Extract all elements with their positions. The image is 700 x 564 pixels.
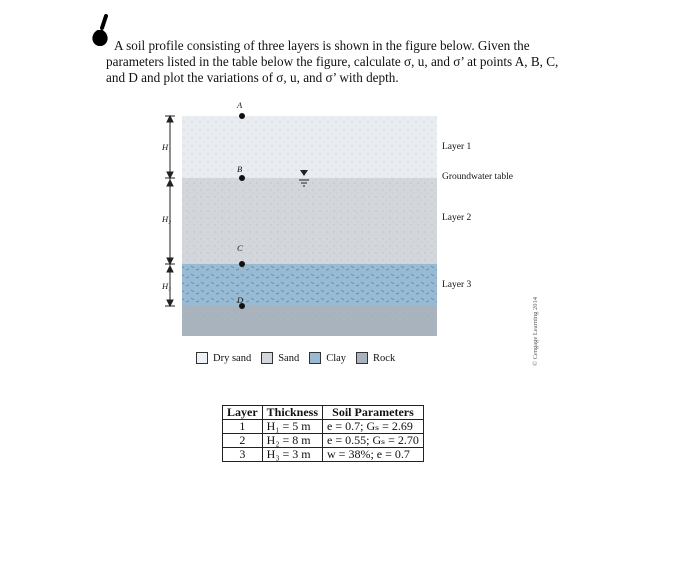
problem-line-2: parameters listed in the table below the figure, calculate σ, u, and σ’ at points A, B, C, [106,54,559,69]
table-row [223,448,424,462]
header-soil-parameters: Soil Parameters [323,406,424,420]
problem-statement [106,38,576,86]
cell-thickness: H₃ = 3 m [262,448,322,462]
sand-swatch-icon [261,352,273,364]
table-row [223,434,424,448]
header-thickness: Thickness [262,406,322,420]
layer-3-label: Layer 3 [442,280,472,290]
point-c-marker [239,261,245,267]
copyright-note: © Cengage Learning 2014 [532,296,539,366]
problem-line-3: and D and plot the variations of σ, u, and σ’ with depth. [106,70,399,85]
cell-layer: 2 [223,434,263,448]
soil-profile-figure [150,96,450,346]
h1-label: H₁ [162,142,172,152]
cell-params: e = 0.7; Gₛ = 2.69 [323,420,424,434]
legend-dry-sand: Dry sand [196,352,251,364]
cell-thickness: H₁ = 5 m [262,420,322,434]
point-b-label: B [237,164,243,174]
problem-line-1: A soil profile consisting of three layers is shown in the figure below. Given the [114,38,530,53]
cell-params: w = 38%; e = 0.7 [323,448,424,462]
legend-clay: Clay [309,352,346,364]
point-a-marker [239,113,245,119]
cell-layer: 1 [223,420,263,434]
groundwater-table-label: Groundwater table [442,172,513,182]
dry-sand-swatch-icon [196,352,208,364]
rock-swatch-icon [356,352,368,364]
clay-swatch-icon [309,352,321,364]
point-d-label: D [237,295,244,305]
table-header-row [223,406,424,420]
soil-parameters-table [222,405,424,462]
layer-2-label: Layer 2 [442,213,472,223]
cell-thickness: H₂ = 8 m [262,434,322,448]
legend-sand: Sand [261,352,299,364]
point-a-label: A [237,100,243,110]
layer-1-label: Layer 1 [442,142,472,152]
h2-label: H₂ [162,214,172,224]
legend-rock: Rock [356,352,395,364]
legend [196,352,405,364]
table-row [223,420,424,434]
header-layer: Layer [223,406,263,420]
point-c-label: C [237,243,243,253]
cell-layer: 3 [223,448,263,462]
h3-label: H₃ [162,281,172,291]
cell-params: e = 0.55; Gₛ = 2.70 [323,434,424,448]
point-b-marker [239,175,245,181]
